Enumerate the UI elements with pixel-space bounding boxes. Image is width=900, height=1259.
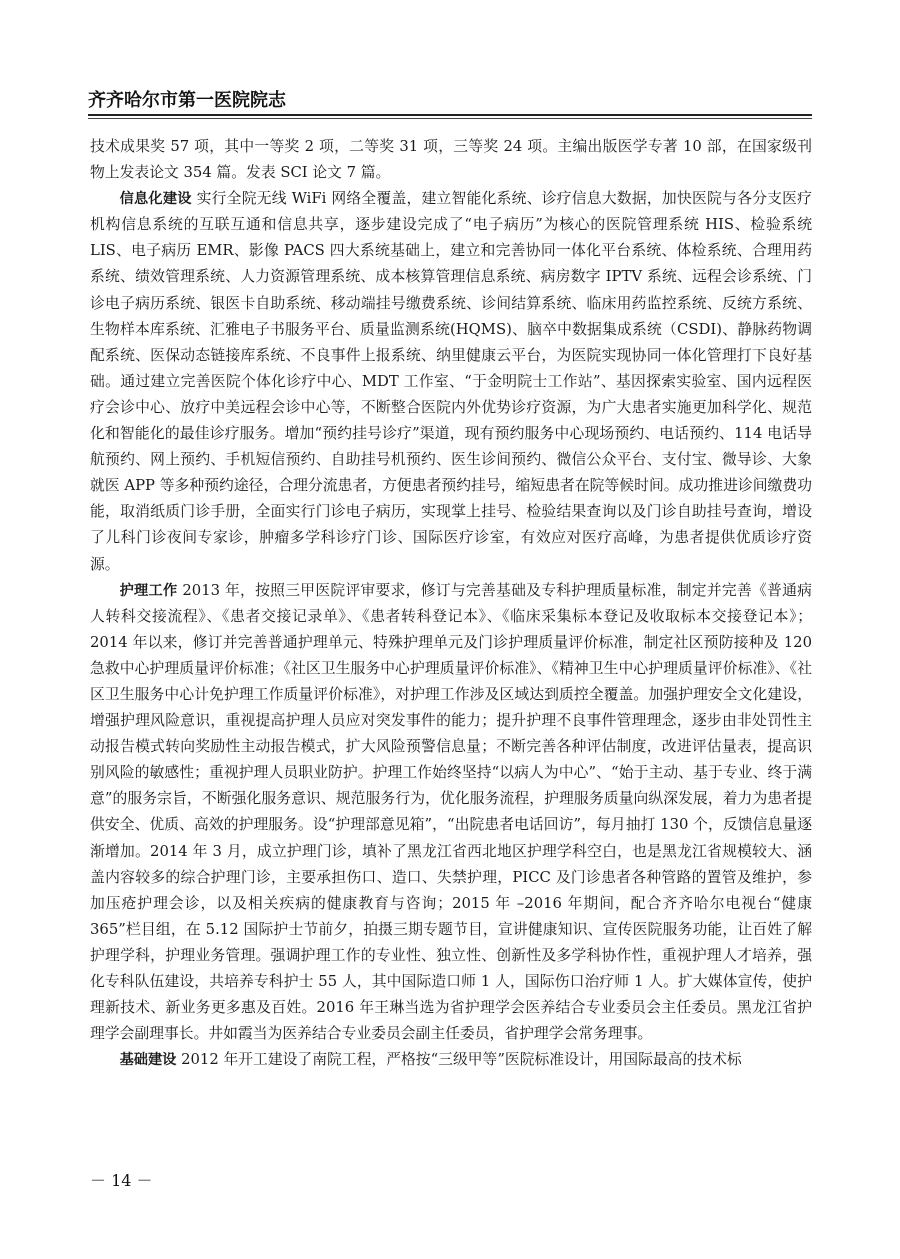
paragraph-infrastructure	[90, 1047, 812, 1073]
body-text	[90, 134, 812, 1073]
header-rule-thick	[88, 114, 812, 116]
header-rule-thin	[88, 118, 812, 119]
paragraph-nursing	[90, 578, 812, 1048]
page-header-title: 齐齐哈尔市第一医院院志	[88, 90, 286, 111]
paragraph-text: 实行全院无线 WiFi 网络全覆盖，建立智能化系统、诊疗信息大数据，加快医院与各分支医疗机构信息系统的互联互通和信息共享，逐步建设完成了“电子病历”为核心的医院管理系统 HIS、检验系统 LIS、电子病历 EMR、影像 PACS 四大系统基础上，建立和完善协同一体化平台系统、体检系统、合理用药系统、绩效管理系统、人力资源管理系统、成本核算管理信息系统、病房数字 IPTV 系统、远程会诊系统、门诊电子病历系统、银医卡自助系统、移动端挂号缴费系统、诊间结算系统、临床用药监控系统、反统方系统、生物样本库系统、汇雅电子书服务平台、质量监测系统(HQMS)、脑卒中数据集成系统（CSDI)、静脉药物调配系统、医保动态链接库系统、不良事件上报系统、纳里健康云平台，为医院实现协同一体化管理打下良好基础。通过建立完善医院个体化诊疗中心、MDT 工作室、“于金明院士工作站”、基因探索实验室、国内远程医疗会诊中心、放疗中美远程会诊中心等，不断整合医院内外优势诊疗资源，为广大患者实施更加科学化、规范化和智能化的最佳诊疗服务。增加“预约挂号诊疗”渠道，现有预约服务中心现场预约、电话预约、114 电话导航预约、网上预约、手机短信预约、自助挂号机预约、医生诊间预约、微信公众平台、支付宝、微导诊、大象就医 APP 等多种预约途径，合理分流患者，方便患者预约挂号，缩短患者在院等候时间。成功推进诊间缴费功能，取消纸质门诊手册，全面实行门诊电子病历，实现掌上挂号、检验结果查询以及门诊自助挂号查询，增设了儿科门诊夜间专家诊，肿瘤多学科诊疗门诊、国际医疗诊室，有效应对医疗高峰，为患者提供优质诊疗资源。	[90, 190, 812, 573]
page-number: － 14 －	[90, 1171, 153, 1190]
paragraph-heading: 护理工作	[119, 582, 178, 599]
paragraph-heading: 基础建设	[119, 1052, 177, 1069]
paragraph-continuation	[90, 134, 812, 186]
paragraph-heading: 信息化建设	[119, 191, 192, 208]
paragraph-text: 技术成果奖 57 项，其中一等奖 2 项，二等奖 31 项，三等奖 24 项。主编出版医学专著 10 部，在国家级刊物上发表论文 354 篇。发表 SCI 论文 7 篇。	[90, 138, 812, 182]
paragraph-informatization	[90, 186, 812, 577]
paragraph-text: 2012 年开工建设了南院工程，严格按“三级甲等”医院标准设计，用国际最高的技术标	[181, 1051, 742, 1069]
paragraph-text: 2013 年，按照三甲医院评审要求，修订与完善基础及专科护理质量标准，制定并完善《普通病人转科交接流程》、《患者交接记录单》、《患者转科登记本》、《临床采集标本登记及收取标本交接登记本》；2014 年以来，修订并完善普通护理单元、特殊护理单元及门诊护理质量评价标准，制定社区预防接种及 120 急救中心护理质量评价标准；《社区卫生服务中心护理质量评价标准》、《精神卫生中心护理质量评价标准》、《社区卫生服务中心计免护理工作质量评价标准》，对护理工作涉及区域达到质控全覆盖。加强护理安全文化建设，增强护理风险意识，重视提高护理人员应对突发事件的能力；提升护理不良事件管理理念，逐步由非处罚性主动报告模式转向奖励性主动报告模式，扩大风险预警信息量；不断完善各种评估制度，改进评估量表，提高识别风险的敏感性；重视护理人员职业防护。护理工作始终坚持“以病人为中心”、“始于主动、基于专业、终于满意”的服务宗旨，不断强化服务意识、规范服务行为，优化服务流程，护理服务质量向纵深发展，着力为患者提供安全、优质、高效的护理服务。设“护理部意见箱”，“出院患者电话回访”，每月抽打 130 个，反馈信息量逐渐增加。2014 年 3 月，成立护理门诊，填补了黑龙江省西北地区护理学科空白，也是黑龙江省规模较大、涵盖内容较多的综合护理门诊，主要承担伤口、造口、失禁护理，PICC 及门诊患者各种管路的置管及维护，参加压疮护理会诊，以及相关疾病的健康教育与咨询；2015 年 –2016 年期间，配合齐齐哈尔电视台“健康 365”栏目组，在 5.12 国际护士节前夕，拍摄三期专题节目，宣讲健康知识、宣传医院服务功能，让百姓了解护理学科，护理业务管理。强调护理工作的专业性、独立性、创新性及多学科协作性，重视护理人才培养，强化专科队伍建设，共培养专科护士 55 人，其中国际造口师 1 人，国际伤口治疗师 1 人。扩大媒体宣传，使护理新技术、新业务更多惠及百姓。2016 年王琳当选为省护理学会医养结合专业委员会主任委员。黑龙江省护理学会副理事长。井如霞当为医养结合专业委员会副主任委员，省护理学会常务理事。	[90, 581, 812, 1043]
